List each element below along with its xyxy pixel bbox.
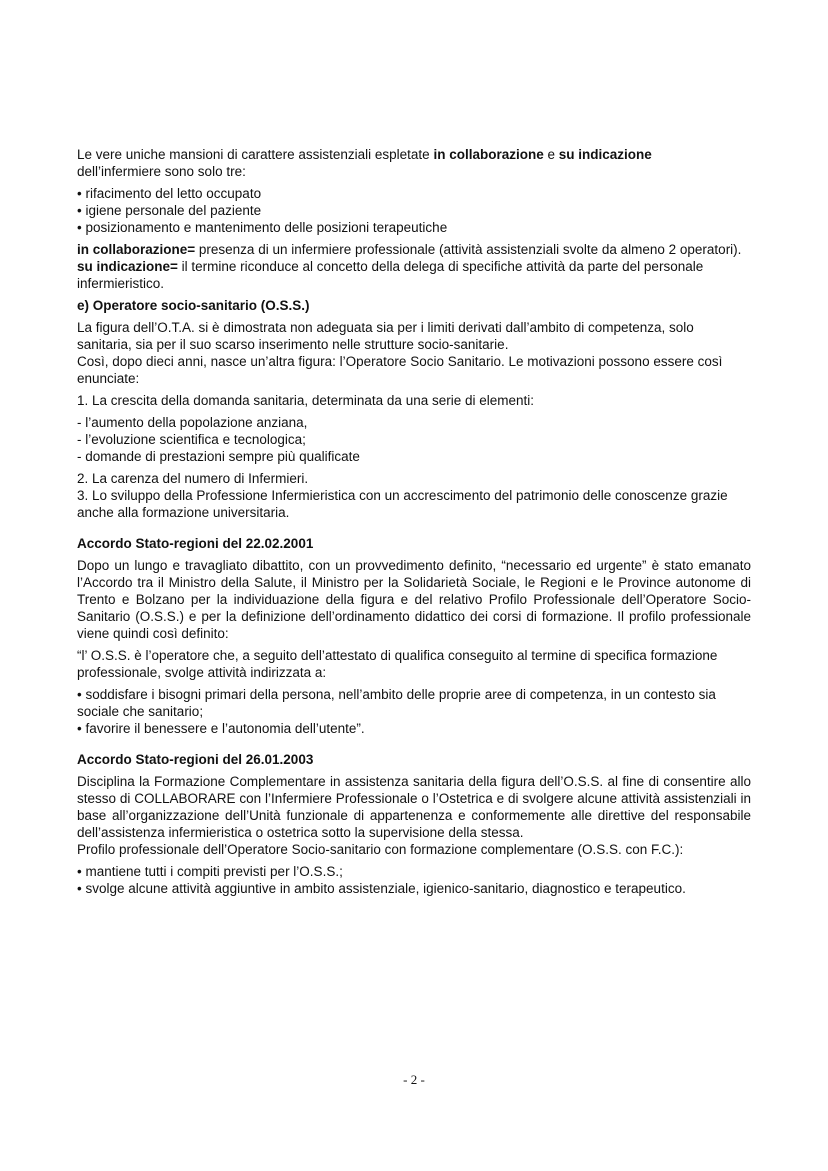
accordo-2003-paragraph-2: Profilo professionale dell’Operatore Socio-sanitario con formazione complementare (O.S.S. con F.C.): bbox=[77, 842, 684, 857]
intro-bold-indicazione: su indicazione bbox=[558, 147, 652, 162]
oss-point-3: 3. Lo sviluppo della Professione Infermieristica con un accrescimento del patrimonio delle conoscenze grazie anche alla formazione universitaria. bbox=[77, 488, 728, 520]
accordo-2001-bullet-2: • favorire il benessere e l’autonomia dell’utente”. bbox=[77, 721, 365, 736]
accordo-2003-bullet-2: • svolge alcune attività aggiuntive in ambito assistenziale, igienico-sanitario, diagnostico e terapeutico. bbox=[77, 881, 686, 896]
intro-tail: dell’infermiere sono solo tre: bbox=[77, 164, 246, 179]
list-item: - l’aumento della popolazione anziana, bbox=[77, 415, 308, 430]
accordo-2001-paragraph-1: Dopo un lungo e travagliato dibattito, con un provvedimento definito, “necessario ed urgente” è stato emanato l’Accordo tra il Ministro della Salute, il Ministro per la Solidarietà Sociale, le Regioni e le Province autonome di Trento e Bolzano per la individuazione della figura e del relativo Profilo Professionale dell’Operatore Socio-Sanitario (O.S.S.) e per la definizione dell’ordinamento didattico dei corsi di formazione. Il profilo professionale viene quindi così definito: bbox=[77, 558, 751, 641]
list-item: - domande di prestazioni sempre più qualificate bbox=[77, 449, 360, 464]
list-item: • rifacimento del letto occupato bbox=[77, 186, 262, 201]
intro-mid: e bbox=[543, 147, 559, 162]
page-number: - 2 - bbox=[403, 1072, 425, 1087]
intro-lead: Le vere uniche mansioni di carattere assistenziali espletate bbox=[77, 147, 434, 162]
section-heading-accordo-2001: Accordo Stato-regioni del 22.02.2001 bbox=[77, 536, 314, 551]
accordo-2003-bullet-1: • mantiene tutti i compiti previsti per l’O.S.S.; bbox=[77, 864, 343, 879]
list-item: • igiene personale del paziente bbox=[77, 203, 262, 218]
oss-point-1: 1. La crescita della domanda sanitaria, determinata da una serie di elementi: bbox=[77, 393, 535, 408]
oss-point-2: 2. La carenza del numero di Infermieri. bbox=[77, 471, 309, 486]
definition-term: in collaborazione= bbox=[77, 242, 196, 257]
list-item: - l’evoluzione scientifica e tecnologica; bbox=[77, 432, 306, 447]
definition-text: il termine riconduce al concetto della delega di specifiche attività da parte del personale infermieristico. bbox=[77, 259, 704, 291]
tasks-list bbox=[77, 185, 751, 236]
list-item: • posizionamento e mantenimento delle posizioni terapeutiche bbox=[77, 220, 448, 235]
accordo-2001-paragraph-2: “l’ O.S.S. è l’operatore che, a seguito dell’attestato di qualifica conseguito al termine di specifica formazione professionale, svolge attività indirizzata a: bbox=[77, 648, 718, 680]
oss-paragraph-1: La figura dell’O.T.A. si è dimostrata non adeguata sia per i limiti derivati dall’ambito di competenza, solo sanitaria, sia per il suo scarso inserimento nelle strutture socio-sanitarie. bbox=[77, 320, 694, 352]
definition-text: presenza di un infermiere professionale (attività assistenziali svolte da almeno 2 operatori). bbox=[195, 242, 742, 257]
oss-paragraph-2: Così, dopo dieci anni, nasce un’altra figura: l’Operatore Socio Sanitario. Le motivazioni possono essere così enunciate: bbox=[77, 354, 723, 386]
accordo-2001-bullet-1: • soddisfare i bisogni primari della persona, nell’ambito delle proprie aree di competenza, in un contesto sia sociale che sanitario; bbox=[77, 687, 716, 719]
definition-collaborazione bbox=[77, 241, 751, 258]
intro-paragraph bbox=[77, 146, 751, 163]
accordo-2003-paragraph-1: Disciplina la Formazione Complementare in assistenza sanitaria della figura dell’O.S.S. al fine di consentire allo stesso di COLLABORARE con l’Infermiere Professionale o l’Ostetrica e di svolgere alcune attività assistenziali in base all’organizzazione dell’Unità funzionale di appartenenza e conformemente alle direttive del responsabile dell’assistenza infermieristica o ostetrica sotto la supervisione della stessa. bbox=[77, 774, 751, 840]
intro-bold-collaborazione: in collaborazione bbox=[433, 147, 544, 162]
definition-term: su indicazione= bbox=[77, 259, 178, 274]
section-heading-accordo-2003: Accordo Stato-regioni del 26.01.2003 bbox=[77, 752, 314, 767]
elements-list bbox=[77, 414, 751, 465]
document-body bbox=[77, 146, 751, 897]
definition-indicazione bbox=[77, 258, 751, 292]
section-heading-oss: e) Operatore socio-sanitario (O.S.S.) bbox=[77, 298, 310, 313]
